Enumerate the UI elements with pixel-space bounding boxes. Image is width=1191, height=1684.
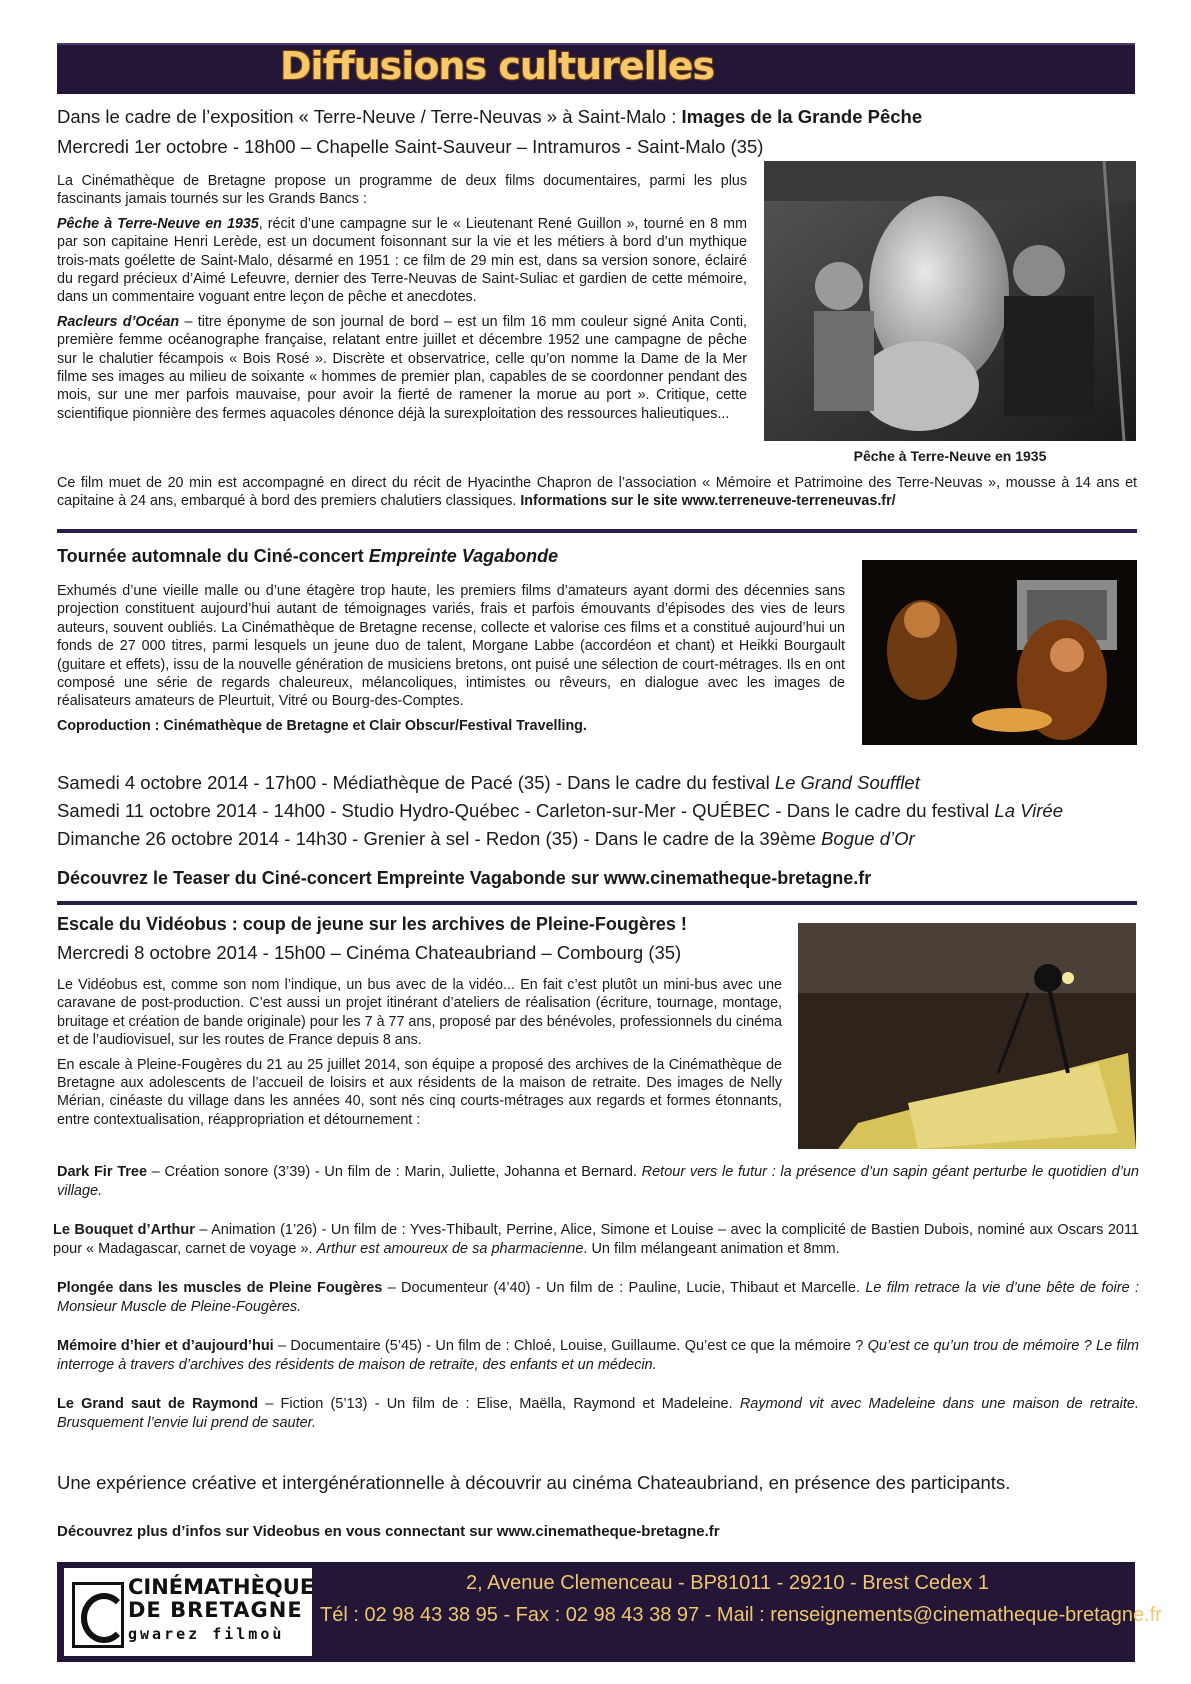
page-title: Diffusions culturelles <box>280 44 715 88</box>
section2-para: Exhumés d’une vieille malle ou d’une étagère trop haute, les premiers films d’amateurs ayant dormi des décennies sans projection constituent aujourd’hui autant de témoignages variés, frais et parfois émouvants d’épisodes des vies de leurs auteurs, souvent oubliés. La Cinémathèque de Bretagne recense, collecte et valorise ces films et a constitué aujourd’hui un fonds de 27 000 titres, parmi lesquels un jeune duo de talent, Morgane Labbe (accordéon et chant) et Heikki Bourgault (guitare et effets), issu de la nouvelle génération de musiciens bretons, ont puisé une sélection de court-métrages. Ils en ont composé une série de regards chaleureux, mélancoliques, intimistes ou rêveurs, en dialogue avec les images de réalisateurs amateurs de Pleurtuit, Vitré ou Bourg-des-Comptes. <box>57 583 845 710</box>
film-title: Mémoire d’hier et d’aujourd’hui <box>57 1338 274 1354</box>
film-desc: – Documenteur (4’40) - Un film de : Pauline, Lucie, Thibaut et Marcelle. <box>382 1280 866 1296</box>
film-desc: – Documentaire (5’45) - Un film de : Chloé, Louise, Guillaume. Qu’est ce que la mémoire ? <box>273 1338 868 1354</box>
film2-title: Racleurs d’Océan <box>57 313 180 330</box>
film-entry <box>57 1395 1139 1433</box>
date-row <box>57 797 1063 825</box>
film-desc: – Animation (1’26) - Un film de : Yves-Thibault, Perrine, Alice, Simone et Louise – avec la complicité de Bastien Dubois, nominé aux Oscars 2011 pour « Madagascar, carnet de voyage ». <box>53 1222 1139 1257</box>
section3-para1: Le Vidéobus est, comme son nom l’indique, un bus avec de la vidéo... En fait c’est plutôt un mini-bus avec une caravane de post-production. C’est aussi un projet itinérant d’ateliers de réalisation (écriture, tournage, montage, bruitage et création de bande originale) pour les 7 à 77 ans, proposé par des bénévoles, professionnels du cinéma et de l’audiovisuel, sur les routes de France depuis 8 ans. <box>57 977 782 1049</box>
footer-address: 2, Avenue Clemenceau - BP81011 - 29210 - Brest Cedex 1 <box>466 1572 989 1594</box>
section2-title <box>57 546 558 567</box>
logo-mark-icon <box>72 1582 124 1648</box>
section2-title-text: Tournée automnale du Ciné-concert <box>57 546 369 566</box>
film-list <box>53 1163 1139 1433</box>
photo-cine-concert <box>862 560 1137 745</box>
film-italic: Retour vers le futur : la présence d’un sapin géant perturbe le quotidien d’un village. <box>57 1164 1139 1199</box>
film-title: Le Grand saut de Raymond <box>57 1396 259 1412</box>
separator <box>57 529 1137 533</box>
section3-title: Escale du Vidéobus : coup de jeune sur les archives de Pleine-Fougères ! <box>57 914 687 934</box>
film1-title: Pêche à Terre-Neuve en 1935 <box>57 215 259 232</box>
section2-dates <box>57 769 1063 853</box>
date3-italic: Bogue d’Or <box>821 828 915 849</box>
section3-para2: En escale à Pleine-Fougères du 21 au 25 juillet 2014, son équipe a proposé des archives de la Cinémathèque de Bretagne aux adolescents de l’accueil de loisirs et aux résidents de la maison de retraite. Des images de Nelly Mérian, cinéaste du village dans les années 40, sont nés cinq courts-métrages aux regards et formes étonnants, entre contextualisation, réappropriation et détournement : <box>57 1056 782 1128</box>
teaser-link[interactable]: Découvrez le Teaser du Ciné-concert Empreinte Vagabonde sur www.cinematheque-bretagne.fr <box>57 868 872 888</box>
date-row <box>57 769 1063 797</box>
experience-text: Une expérience créative et intergénérationnelle à découvrir au cinéma Chateaubriand, en présence des participants. <box>57 1472 1011 1493</box>
film-title: Le Bouquet d’Arthur <box>53 1222 195 1238</box>
logo <box>64 1568 315 1656</box>
section1-body <box>57 172 747 423</box>
film-entry <box>53 1221 1139 1259</box>
section1-film2 <box>57 313 747 423</box>
closing-bold: Informations sur le site www.terreneuve-terreneuvas.fr/ <box>520 493 896 510</box>
film-desc: – Création sonore (3’39) - Un film de : Marin, Juliette, Johanna et Bernard. <box>147 1164 642 1180</box>
section1-para1: La Cinémathèque de Bretagne propose un programme de deux films documentaires, parmi les plus fascinants jamais tournés sur les Grands Bancs : <box>57 173 747 208</box>
photo-caption: Pêche à Terre-Neuve en 1935 <box>853 448 1047 464</box>
film-title: Plongée dans les muscles de Pleine Fougères <box>57 1280 383 1296</box>
film-italic: Le film retrace la vie d’une bête de foire : Monsieur Muscle de Pleine-Fougères. <box>57 1280 1139 1315</box>
section2-title-italic: Empreinte Vagabonde <box>368 546 559 566</box>
more-info-link[interactable]: Découvrez plus d’infos sur Videobus en vous connectant sur www.cinematheque-bretagne.fr <box>57 1523 720 1540</box>
photo-peche-terre-neuve <box>764 161 1136 441</box>
logo-line2: DE BRETAGNE <box>128 1598 303 1622</box>
photo-videobus <box>798 923 1136 1149</box>
section1-film1 <box>57 215 747 307</box>
film-entry <box>57 1163 1139 1201</box>
film1-text: , récit d’une campagne sur le « Lieutenant René Guillon », tourné en 8 mm par son capitaine Henri Lerède, est un document foisonnant sur la vie et les métiers à bord d’un mythique trois-mats goélette de Saint-Malo, désarmé en 1951 : ce film de 29 min est, dans sa version sonore, éclairé du regard précieux d’Aimé Lefeuvre, dernier des Terre-Neuvas de Saint-Suliac et gardien de cette mémoire, dans un commentaire voguant entre leçon de pêche et anecdotes. <box>57 215 747 306</box>
film-italic: Qu’est ce qu’un trou de mémoire ? Le film interroge à travers d’archives des résidents de maison de retraite, des enfants et un médecin. <box>57 1338 1139 1373</box>
section1-date-line: Mercredi 1er octobre - 18h00 – Chapelle Saint-Sauveur – Intramuros - Saint-Malo (35) <box>57 136 764 157</box>
film-italic: Arthur est amoureux de sa pharmacienne <box>316 1241 584 1257</box>
date1-text: Samedi 4 octobre 2014 - 17h00 - Médiathèque de Pacé (35) - Dans le cadre du festival <box>57 772 775 793</box>
film-title: Dark Fir Tree <box>57 1164 148 1180</box>
date3-text: Dimanche 26 octobre 2014 - 14h30 - Grenier à sel - Redon (35) - Dans le cadre de la 39ème <box>57 828 822 849</box>
film-desc: – Fiction (5’13) - Un film de : Elise, Maëlla, Raymond et Madeleine. <box>258 1396 740 1412</box>
section1-intro <box>57 106 922 128</box>
film-tail: . Un film mélangeant animation et 8mm. <box>583 1241 840 1257</box>
footer-contact: Tél : 02 98 43 38 95 - Fax : 02 98 43 38 97 - Mail : renseignements@cinematheque-bretagne.fr <box>320 1604 1162 1626</box>
section2-coproduction: Coproduction : Cinémathèque de Bretagne et Clair Obscur/Festival Travelling. <box>57 717 587 734</box>
section3-date-line: Mercredi 8 octobre 2014 - 15h00 – Cinéma Chateaubriand – Combourg (35) <box>57 942 682 963</box>
section2-body <box>57 582 845 735</box>
date1-italic: Le Grand Soufflet <box>774 772 920 793</box>
intro-bold: Images de la Grande Pêche <box>681 106 923 127</box>
date2-text: Samedi 11 octobre 2014 - 14h00 - Studio Hydro-Québec - Carleton-sur-Mer - QUÉBEC - Dans le cadre du festival <box>57 800 995 821</box>
logo-line3: gwarez filmoù <box>128 1625 285 1643</box>
section3-body <box>57 976 782 1129</box>
intro-text: Dans le cadre de l’exposition « Terre-Neuve / Terre-Neuvas » à Saint-Malo : <box>57 106 682 127</box>
date-row <box>57 825 1063 853</box>
logo-line1: CINÉMATHÈQUE <box>128 1575 315 1599</box>
date2-italic: La Virée <box>994 800 1063 821</box>
film-entry <box>57 1337 1139 1375</box>
film-entry <box>57 1279 1139 1317</box>
closing-text: Ce film muet de 20 min est accompagné en direct du récit de Hyacinthe Chapron de l’association « Mémoire et Patrimoine des Terre-Neuvas », mousse à 14 ans et capitaine à 24 ans, embarqué à bord des premiers chalutiers classiques. <box>57 475 1137 510</box>
film2-text: – titre éponyme de son journal de bord – est un film 16 mm couleur signé Anita Conti, première femme océanographe française, relatant entre juillet et décembre 1952 une campagne de pêche sur le chalutier fécampois « Bois Rosé ». Discrète et observatrice, celle qu’on nomme la Dame de la Mer filme ses images au milieu de soixante « hommes de premier plan, capables de se coordonner pendant des mois, sur une mer parfois mauvaise, pour avoir la fierté de ramener la morue au port ». Critique, cette scientifique pionnière des fermes aquacoles dénonce déjà la surexploitation des ressources halieutiques... <box>57 313 747 422</box>
film-italic: Raymond vit avec Madeleine dans une maison de retraite. Brusquement l’envie lui prend de sauter. <box>57 1396 1139 1431</box>
separator <box>57 901 1137 905</box>
section1-closing <box>57 474 1137 511</box>
